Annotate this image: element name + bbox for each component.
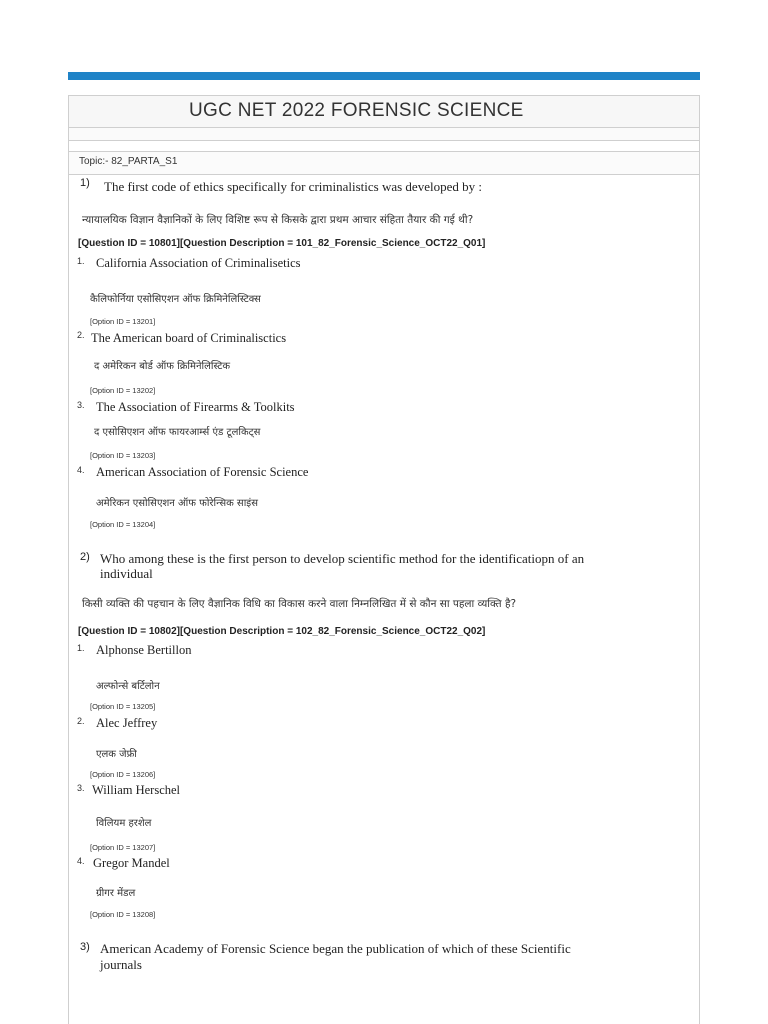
question-text-hindi: किसी व्यक्ति की पहचान के लिए वैज्ञानिक विधि का विकास करने वाला निम्नलिखित में से कौन सा पहला व्यक्ति है? <box>82 598 517 610</box>
option-text: The American board of Criminalisctics <box>91 331 287 345</box>
option-id: [Option ID = 13206] <box>90 770 156 779</box>
option-text-hindi: एलक जेफ्री <box>96 749 137 760</box>
question-text-continued: journals <box>100 957 142 972</box>
option-text: The Association of Firearms & Toolkits <box>96 400 295 414</box>
option-id: [Option ID = 13201] <box>90 317 156 326</box>
page-title: UGC NET 2022 FORENSIC SCIENCE <box>189 100 524 121</box>
question-text: The first code of ethics specifically for criminalistics was developed by : <box>104 179 482 194</box>
question-number: 2) <box>80 551 90 563</box>
option-id: [Option ID = 13208] <box>90 910 156 919</box>
question-text: American Academy of Forensic Science began the publication of which of these Scientific <box>100 941 571 956</box>
option-text-hindi: अल्फोन्से बर्टिलोन <box>96 681 160 692</box>
topic-row <box>69 151 699 175</box>
question-number: 3) <box>80 941 90 953</box>
option-id: [Option ID = 13205] <box>90 702 156 711</box>
option-text-hindi: ग्रीगर मेंडल <box>96 888 136 899</box>
option-text-hindi: विलियम हरशेल <box>96 818 152 829</box>
option-id: [Option ID = 13203] <box>90 451 156 460</box>
option-text: Gregor Mandel <box>93 856 170 870</box>
option-text-hindi: कैलिफोर्निया एसोसिएशन ऑफ क्रिमिनेलिस्टिक्स <box>90 294 261 305</box>
option-text-hindi: अमेरिकन एसोसिएशन ऑफ फोरेन्सिक साइंस <box>96 498 258 509</box>
option-text: William Herschel <box>92 783 181 797</box>
option-number: 2. <box>77 330 85 340</box>
option-number: 4. <box>77 856 85 866</box>
top-accent-bar <box>68 72 700 80</box>
option-text: Alphonse Bertillon <box>96 643 192 657</box>
option-number: 3. <box>77 783 85 793</box>
option-number: 1. <box>77 256 85 266</box>
option-number: 1. <box>77 643 85 653</box>
option-id: [Option ID = 13207] <box>90 843 156 852</box>
question-number: 1) <box>80 177 90 189</box>
option-text-hindi: द एसोसिएशन ऑफ फायरआर्म्स एंड टूलकिट्स <box>94 427 261 438</box>
option-text-hindi: द अमेरिकन बोर्ड ऑफ क्रिमिनेलिस्टिक <box>94 361 231 372</box>
question-id: [Question ID = 10801][Question Description = 101_82_Forensic_Science_OCT22_Q01] <box>78 238 486 249</box>
option-number: 3. <box>77 400 85 410</box>
option-id: [Option ID = 13204] <box>90 520 156 529</box>
option-text: Alec Jeffrey <box>96 716 158 730</box>
question-text: Who among these is the first person to develop scientific method for the identificatiopn of an <box>100 551 585 566</box>
question-id: [Question ID = 10802][Question Description = 102_82_Forensic_Science_OCT22_Q02] <box>78 626 486 637</box>
spacer-row <box>69 128 699 141</box>
option-number: 4. <box>77 465 85 475</box>
option-number: 2. <box>77 716 85 726</box>
title-row <box>69 95 699 128</box>
option-text: California Association of Criminalisetics <box>96 256 301 270</box>
option-id: [Option ID = 13202] <box>90 386 156 395</box>
question-text-continued: individual <box>100 566 153 581</box>
topic-label: Topic:- 82_PARTA_S1 <box>79 156 178 167</box>
option-text: American Association of Forensic Science <box>96 465 309 479</box>
question-text-hindi: न्यायालयिक विज्ञान वैज्ञानिकों के लिए विशिष्ट रूप से किसके द्वारा प्रथम आचार संहिता तैयार की गई थी? <box>82 214 474 226</box>
